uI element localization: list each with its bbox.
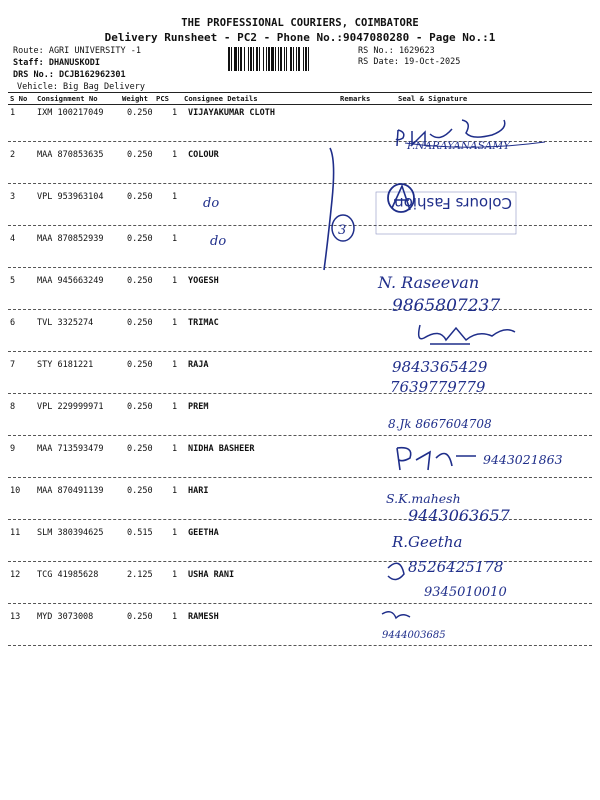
cell-weight: 0.250 (127, 192, 153, 202)
row-separator (8, 183, 592, 184)
vehicle-label: Vehicle: Big Bag Delivery (17, 82, 145, 92)
cell-weight: 0.250 (127, 360, 153, 370)
staff-label: Staff: DHANUSKODI (13, 58, 100, 68)
cell-weight: 0.250 (127, 612, 153, 622)
row-separator (8, 267, 592, 268)
cell-sno: 4 (10, 234, 16, 244)
route-label: Route: AGRI UNIVERSITY -1 (13, 46, 141, 56)
rs-date: RS Date: 19-Oct-2025 (358, 57, 461, 67)
runsheet-subtitle: Delivery Runsheet - PC2 - Phone No.:9047080280 - Page No.:1 (104, 31, 496, 44)
signature-row-10-phone: 9443063657 (408, 506, 510, 525)
signature-row-5-name: N. Raseevan (378, 273, 480, 292)
table-row (0, 486, 600, 506)
signature-row-8: 8.Jk 8667604708 (388, 417, 492, 431)
cell-sno: 9 (10, 444, 16, 454)
table-row (0, 192, 600, 212)
cell-consignment: TVL 3325274 (37, 318, 94, 328)
table-row (0, 150, 600, 170)
cell-pcs: 1 (172, 402, 178, 412)
row-separator (8, 309, 592, 310)
table-row (0, 360, 600, 380)
signature-row-1: P.NARAYANASAMY (407, 140, 511, 152)
col-header-consignment: Consignment No (37, 94, 98, 103)
barcode-icon (228, 47, 354, 71)
signature-row-11: R.Geetha (392, 533, 463, 551)
cell-consignment: SLM 380394625 (37, 528, 104, 538)
signature-row-9: 9443021863 (483, 452, 563, 467)
cell-consignment: IXM 100217049 (37, 108, 104, 118)
cell-consignee: YOGESH (188, 276, 219, 286)
cell-sno: 5 (10, 276, 16, 286)
cell-consignee: USHA RANI (188, 570, 235, 580)
table-row (0, 444, 600, 464)
cell-consignee: COLOUR (188, 150, 219, 160)
rs-number: RS No.: 1629623 (358, 46, 435, 56)
cell-consignee: HARI (188, 486, 209, 496)
cell-weight: 0.250 (127, 234, 153, 244)
cell-sno: 6 (10, 318, 16, 328)
signature-row-12-phone-a: 8526425178 (408, 558, 504, 576)
cell-consignment: MYD 3073008 (37, 612, 94, 622)
cell-pcs: 1 (172, 444, 178, 454)
cell-consignee: GEETHA (188, 528, 219, 538)
table-row (0, 108, 600, 128)
cell-weight: 0.250 (127, 402, 153, 412)
cell-weight: 2.125 (127, 570, 153, 580)
cell-pcs: 1 (172, 360, 178, 370)
cell-sno: 1 (10, 108, 16, 118)
cell-consignment: MAA 713593479 (37, 444, 104, 454)
cell-pcs: 1 (172, 150, 178, 160)
ditto-row-3: do (203, 196, 220, 211)
cell-pcs: 1 (172, 234, 178, 244)
cell-weight: 0.515 (127, 528, 153, 538)
cell-consignment: VPL 229999971 (37, 402, 104, 412)
cell-consignment: VPL 953963104 (37, 192, 104, 202)
drs-number: DRS No.: DCJB162962301 (13, 70, 126, 80)
signature-row-12-phone-b: 9345010010 (424, 585, 507, 600)
cell-weight: 0.250 (127, 486, 153, 496)
cell-weight: 0.250 (127, 276, 153, 286)
svg-text:Colours Fashion: Colours Fashion (394, 194, 512, 212)
signature-row-5-phone: 9865807237 (392, 296, 501, 316)
row-separator (8, 645, 592, 646)
cell-consignee: NIDHA BASHEER (188, 444, 255, 454)
cell-weight: 0.250 (127, 444, 153, 454)
table-row (0, 528, 600, 548)
cell-sno: 8 (10, 402, 16, 412)
cell-pcs: 1 (172, 192, 178, 202)
cell-consignee: VIJAYAKUMAR CLOTH (188, 108, 275, 118)
col-header-sno: S No (10, 94, 28, 103)
signature-row-7-phone-b: 7639779779 (390, 378, 486, 396)
table-row (0, 234, 600, 254)
cell-consignment: MAA 870491139 (37, 486, 104, 496)
cell-weight: 0.250 (127, 318, 153, 328)
row-separator (8, 141, 592, 142)
cell-pcs: 1 (172, 528, 178, 538)
signature-row-7-phone-a: 9843365429 (392, 358, 488, 376)
ditto-row-4: do (210, 234, 227, 249)
cell-sno: 2 (10, 150, 16, 160)
cell-consignment: MAA 870853635 (37, 150, 104, 160)
cell-consignment: MAA 945663249 (37, 276, 104, 286)
row-separator (8, 393, 592, 394)
col-header-pcs: PCS (156, 94, 169, 103)
table-row (0, 402, 600, 422)
cell-sno: 10 (10, 486, 21, 496)
col-header-weight: Weight (122, 94, 148, 103)
cell-sno: 3 (10, 192, 16, 202)
header-bottom-rule (8, 104, 592, 105)
cell-sno: 7 (10, 360, 16, 370)
bracket-count: 3 (338, 223, 347, 238)
cell-consignee: PREM (188, 402, 209, 412)
cell-pcs: 1 (172, 276, 178, 286)
col-header-consignee: Consignee Details (184, 94, 258, 103)
cell-pcs: 1 (172, 108, 178, 118)
row-separator (8, 477, 592, 478)
row-separator (8, 225, 592, 226)
cell-sno: 12 (10, 570, 21, 580)
cell-pcs: 1 (172, 612, 178, 622)
cell-sno: 13 (10, 612, 21, 622)
cell-consignment: MAA 870852939 (37, 234, 104, 244)
signature-row-13: 9444003685 (382, 630, 446, 641)
cell-consignment: STY 6181221 (37, 360, 94, 370)
table-row (0, 276, 600, 296)
table-row (0, 612, 600, 632)
cell-pcs: 1 (172, 570, 178, 580)
cell-consignee: TRIMAC (188, 318, 219, 328)
row-separator (8, 435, 592, 436)
row-separator (8, 351, 592, 352)
cell-pcs: 1 (172, 486, 178, 496)
table-row (0, 570, 600, 590)
signature-row-10-name: S.K.mahesh (386, 491, 461, 506)
cell-pcs: 1 (172, 318, 178, 328)
cell-sno: 11 (10, 528, 21, 538)
cell-weight: 0.250 (127, 108, 153, 118)
cell-consignee: RAJA (188, 360, 209, 370)
header-top-rule (8, 92, 592, 93)
table-row (0, 318, 600, 338)
row-separator (8, 603, 592, 604)
cell-weight: 0.250 (127, 150, 153, 160)
col-header-seal: Seal & Signature (398, 94, 468, 103)
company-title: THE PROFESSIONAL COURIERS, COIMBATORE (181, 17, 419, 29)
row-separator (8, 519, 592, 520)
row-separator (8, 561, 592, 562)
col-header-remarks: Remarks (340, 94, 371, 103)
cell-consignment: TCG 41985628 (37, 570, 99, 580)
cell-consignee: RAMESH (188, 612, 219, 622)
